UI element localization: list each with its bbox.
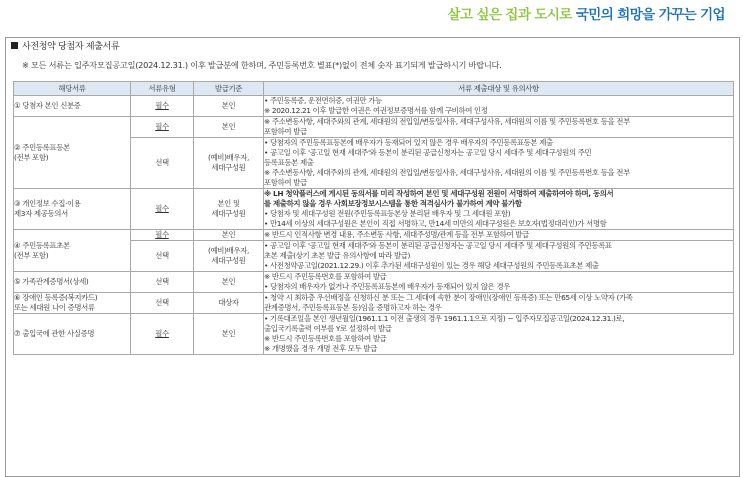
requirement-cell	[264, 272, 734, 293]
doc-type: 선택	[155, 298, 169, 307]
doc-type-cell	[131, 138, 194, 189]
issue-basis-line: 본인	[221, 122, 236, 131]
table-header-row	[14, 82, 734, 96]
doc-name-cell	[14, 117, 131, 189]
table-row	[14, 189, 734, 230]
requirement-cell	[264, 293, 734, 314]
requirement-cell	[264, 314, 734, 355]
table-row	[14, 117, 734, 138]
issue-basis-line: 세대구성원	[211, 256, 246, 265]
issue-basis-cell	[194, 117, 264, 138]
section-title-text: 사전청약 당첨자 제출서류	[22, 42, 120, 52]
issue-basis-line: 본인	[221, 329, 236, 338]
doc-type-cell	[131, 272, 194, 293]
requirement-cell	[264, 189, 734, 230]
doc-type-cell	[131, 293, 194, 314]
issue-basis-line: 대상자	[218, 298, 239, 307]
issue-basis-cell	[194, 241, 264, 272]
doc-type: 필수	[155, 329, 169, 338]
doc-name-line: ④ 주민등록표초본	[14, 240, 70, 250]
doc-name-line: ⑤ 가족관계증명서(상세)	[14, 277, 89, 286]
doc-type-cell	[131, 241, 194, 272]
doc-name-line: ① 당첨자 본인 신분증	[14, 101, 81, 110]
documents-table	[13, 81, 734, 355]
requirement-cell	[264, 138, 734, 189]
requirement-line: • 만14세 이상의 세대구성원은 본인이 직접 서명하고, 만14세 미만의 세대구성원은 보호자(법정대리인)가 서명함	[264, 219, 607, 228]
requirement-cell	[264, 230, 734, 241]
doc-name-line: ⑥ 장애인 등록증(복지카드)	[14, 293, 98, 302]
table-row	[14, 230, 734, 241]
doc-type: 선택	[155, 277, 169, 286]
table-row	[14, 272, 734, 293]
requirement-cell	[264, 96, 734, 117]
header-doc: 해당서류	[14, 82, 131, 96]
doc-name-line: ② 주민등록표등본	[14, 142, 70, 152]
doc-type: 선택	[155, 251, 169, 260]
issue-basis-line: 본인	[221, 101, 236, 110]
header-type: 서류유형	[131, 82, 194, 96]
requirement-line: • 당첨자의 배우자가 없거나 주민등록표등본에 배우자가 등재되어 있지 않은 경우	[264, 282, 511, 291]
requirement-line: ※ 반드시 주민등록번호를 포함하여 발급	[264, 272, 387, 281]
requirement-line: ※ LH 청약플러스에 게시된 동의서를 미리 작성하여 본인 및 세대구성원 전원이 서명하여 제출하여야 하며, 동의서	[264, 189, 614, 198]
requirement-line: 관계증명서, 주민등록표등본 등)임을 증명하고자 하는 경우	[264, 303, 442, 312]
doc-name-line: (전부 포함)	[14, 152, 49, 162]
doc-name-line: (전부 포함)	[14, 250, 49, 260]
requirement-line: ※ 주소변동사항, 세대주와의 관계, 세대원의 전입일/변동일사유, 세대구성사유, 세대원의 이름 및 주민등록번호 등을 전부	[264, 117, 630, 126]
issue-basis-cell	[194, 189, 264, 230]
section-note: ※ 모든 서류는 입주자모집공고일(2024.12.31.) 이후 발급분에 한하며, 주민등록번호 별표(*)없이 전체 숫자 표기되게 발급하시기 바랍니다.	[22, 60, 502, 70]
doc-name-line: ⑦ 출입국에 관한 사실증명	[14, 329, 95, 338]
slogan-part1: 살고 싶은 집과 도시로	[447, 7, 572, 23]
doc-type: 필수	[155, 101, 169, 110]
issue-basis-line: (예비)배우자,	[207, 246, 249, 255]
requirement-line: ※ 주소변동사항, 세대주와의 관계, 세대원의 전입일/변동일사유, 세대구성사유, 세대원의 이름 및 주민등록번호 등을 전부	[264, 168, 630, 177]
doc-name-line: ③ 개인정보 수집·이용	[14, 199, 81, 208]
square-bullet-icon	[11, 42, 18, 49]
requirement-line: ※ 2020.12.21 이후 발급한 여권은 여권정보증명서를 함께 구비하여 인정	[264, 106, 488, 115]
doc-type: 필수	[155, 230, 169, 239]
header-basis: 발급기준	[194, 82, 264, 96]
doc-name-cell	[14, 230, 131, 272]
doc-type-cell	[131, 230, 194, 241]
requirement-line: • 공고일 이후 '공고일 현재 세대주'와 등본이 분리된 공급신청자는 공고일 당시 세대주 및 세대구성원의 주민	[264, 148, 592, 157]
requirement-line: 를 제출하지 않을 경우 사회보장정보시스템을 통한 적격심사가 불가하여 계약 불가함	[264, 199, 522, 208]
doc-name-cell	[14, 314, 131, 355]
section-title	[11, 39, 119, 52]
requirement-line: 포함하여 발급	[264, 127, 307, 136]
issue-basis-line: 본인 및	[217, 199, 240, 208]
requirement-line: ※ 반드시 인적사항 변경 내용, 주소변동 사항, 세대주성명/관계 등을 전부 포함하여 발급	[264, 230, 529, 239]
doc-name-cell	[14, 293, 131, 314]
table-row	[14, 293, 734, 314]
requirement-line: • 사전청약공고일(2021.12.29.) 이후 추가된 세대구성원이 있는 경우 해당 세대구성원의 주민등록표초본 제출	[264, 261, 599, 270]
issue-basis-cell	[194, 293, 264, 314]
slogan-part2: 국민의 희망을 가꾸는 기업	[575, 7, 725, 23]
doc-type-cell	[131, 96, 194, 117]
issue-basis-cell	[194, 230, 264, 241]
doc-name-cell	[14, 189, 131, 230]
doc-type: 선택	[155, 158, 169, 167]
doc-name-cell	[14, 96, 131, 117]
table-row	[14, 96, 734, 117]
doc-type-cell	[131, 189, 194, 230]
header-desc: 서류 제출대상 및 유의사항	[264, 82, 734, 96]
requirement-line: 포함하여 발급	[264, 178, 307, 187]
requirement-line: ※ 개명했을 경우 개명 전후 모두 발급	[264, 344, 377, 353]
doc-name-line: 제3자 제공동의서	[14, 209, 68, 218]
doc-name-cell	[14, 272, 131, 293]
doc-type-cell	[131, 314, 194, 355]
issue-basis-line: 본인	[221, 277, 236, 286]
issue-basis-line: 본인	[221, 230, 236, 239]
requirement-line: • 당첨자 및 세대구성원 전원(주민등록표등본상 분리된 배우자 및 그 세대원 포함)	[264, 209, 511, 218]
issue-basis-cell	[194, 96, 264, 117]
issue-basis-cell	[194, 138, 264, 189]
issue-basis-line: (예비)배우자,	[207, 153, 249, 162]
issue-basis-line: 세대구성원	[211, 163, 246, 172]
doc-type: 필수	[155, 204, 169, 213]
requirement-line: 출입국기록출력 여부를 Y로 설정하여 발급	[264, 324, 392, 333]
table-body	[14, 96, 734, 355]
issue-basis-cell	[194, 272, 264, 293]
requirement-line: • 기록대조일을 본인 생년월일(1961.1.1 이전 출생의 경우 1961.1.1으로 지정) ~ 입주자모집공고일(2024.12.31.)로,	[264, 314, 625, 323]
doc-name-line: 또는 세대원 나이 증명서류	[14, 303, 95, 312]
table-row	[14, 314, 734, 355]
requirement-line: 초본 제출(상기 초본 발급 유의사항에 따라 발급)	[264, 251, 411, 260]
doc-type-cell	[131, 117, 194, 138]
requirement-line: ※ 반드시 주민등록번호를 포함하여 발급	[264, 334, 387, 343]
requirement-cell	[264, 117, 734, 138]
company-slogan	[447, 3, 725, 23]
doc-type: 필수	[155, 122, 169, 131]
requirement-line: 등록표등본 제출	[264, 158, 314, 167]
requirement-line: • 주민등록증, 운전면허증, 여권만 가능	[264, 96, 382, 105]
requirement-line: • 공고일 이후 '공고일 현재 세대주'와 등본이 분리된 공급신청자는 공고일 당시 세대주 및 세대구성원의 주민등록표	[264, 241, 612, 250]
issue-basis-line: 세대구성원	[211, 209, 246, 218]
requirement-line: • 청약 시 최하층 우선배정을 신청하신 분 또는 그 세대에 속한 분이 장애인(장애인 등록증) 또는 만65세 이상 노약자 (가족	[264, 293, 633, 302]
requirement-cell	[264, 241, 734, 272]
issue-basis-cell	[194, 314, 264, 355]
requirement-line: • 당첨자의 주민등록표등본에 배우자가 등재되어 있지 않은 경우 배우자의 주민등록표등본 제출	[264, 138, 553, 147]
